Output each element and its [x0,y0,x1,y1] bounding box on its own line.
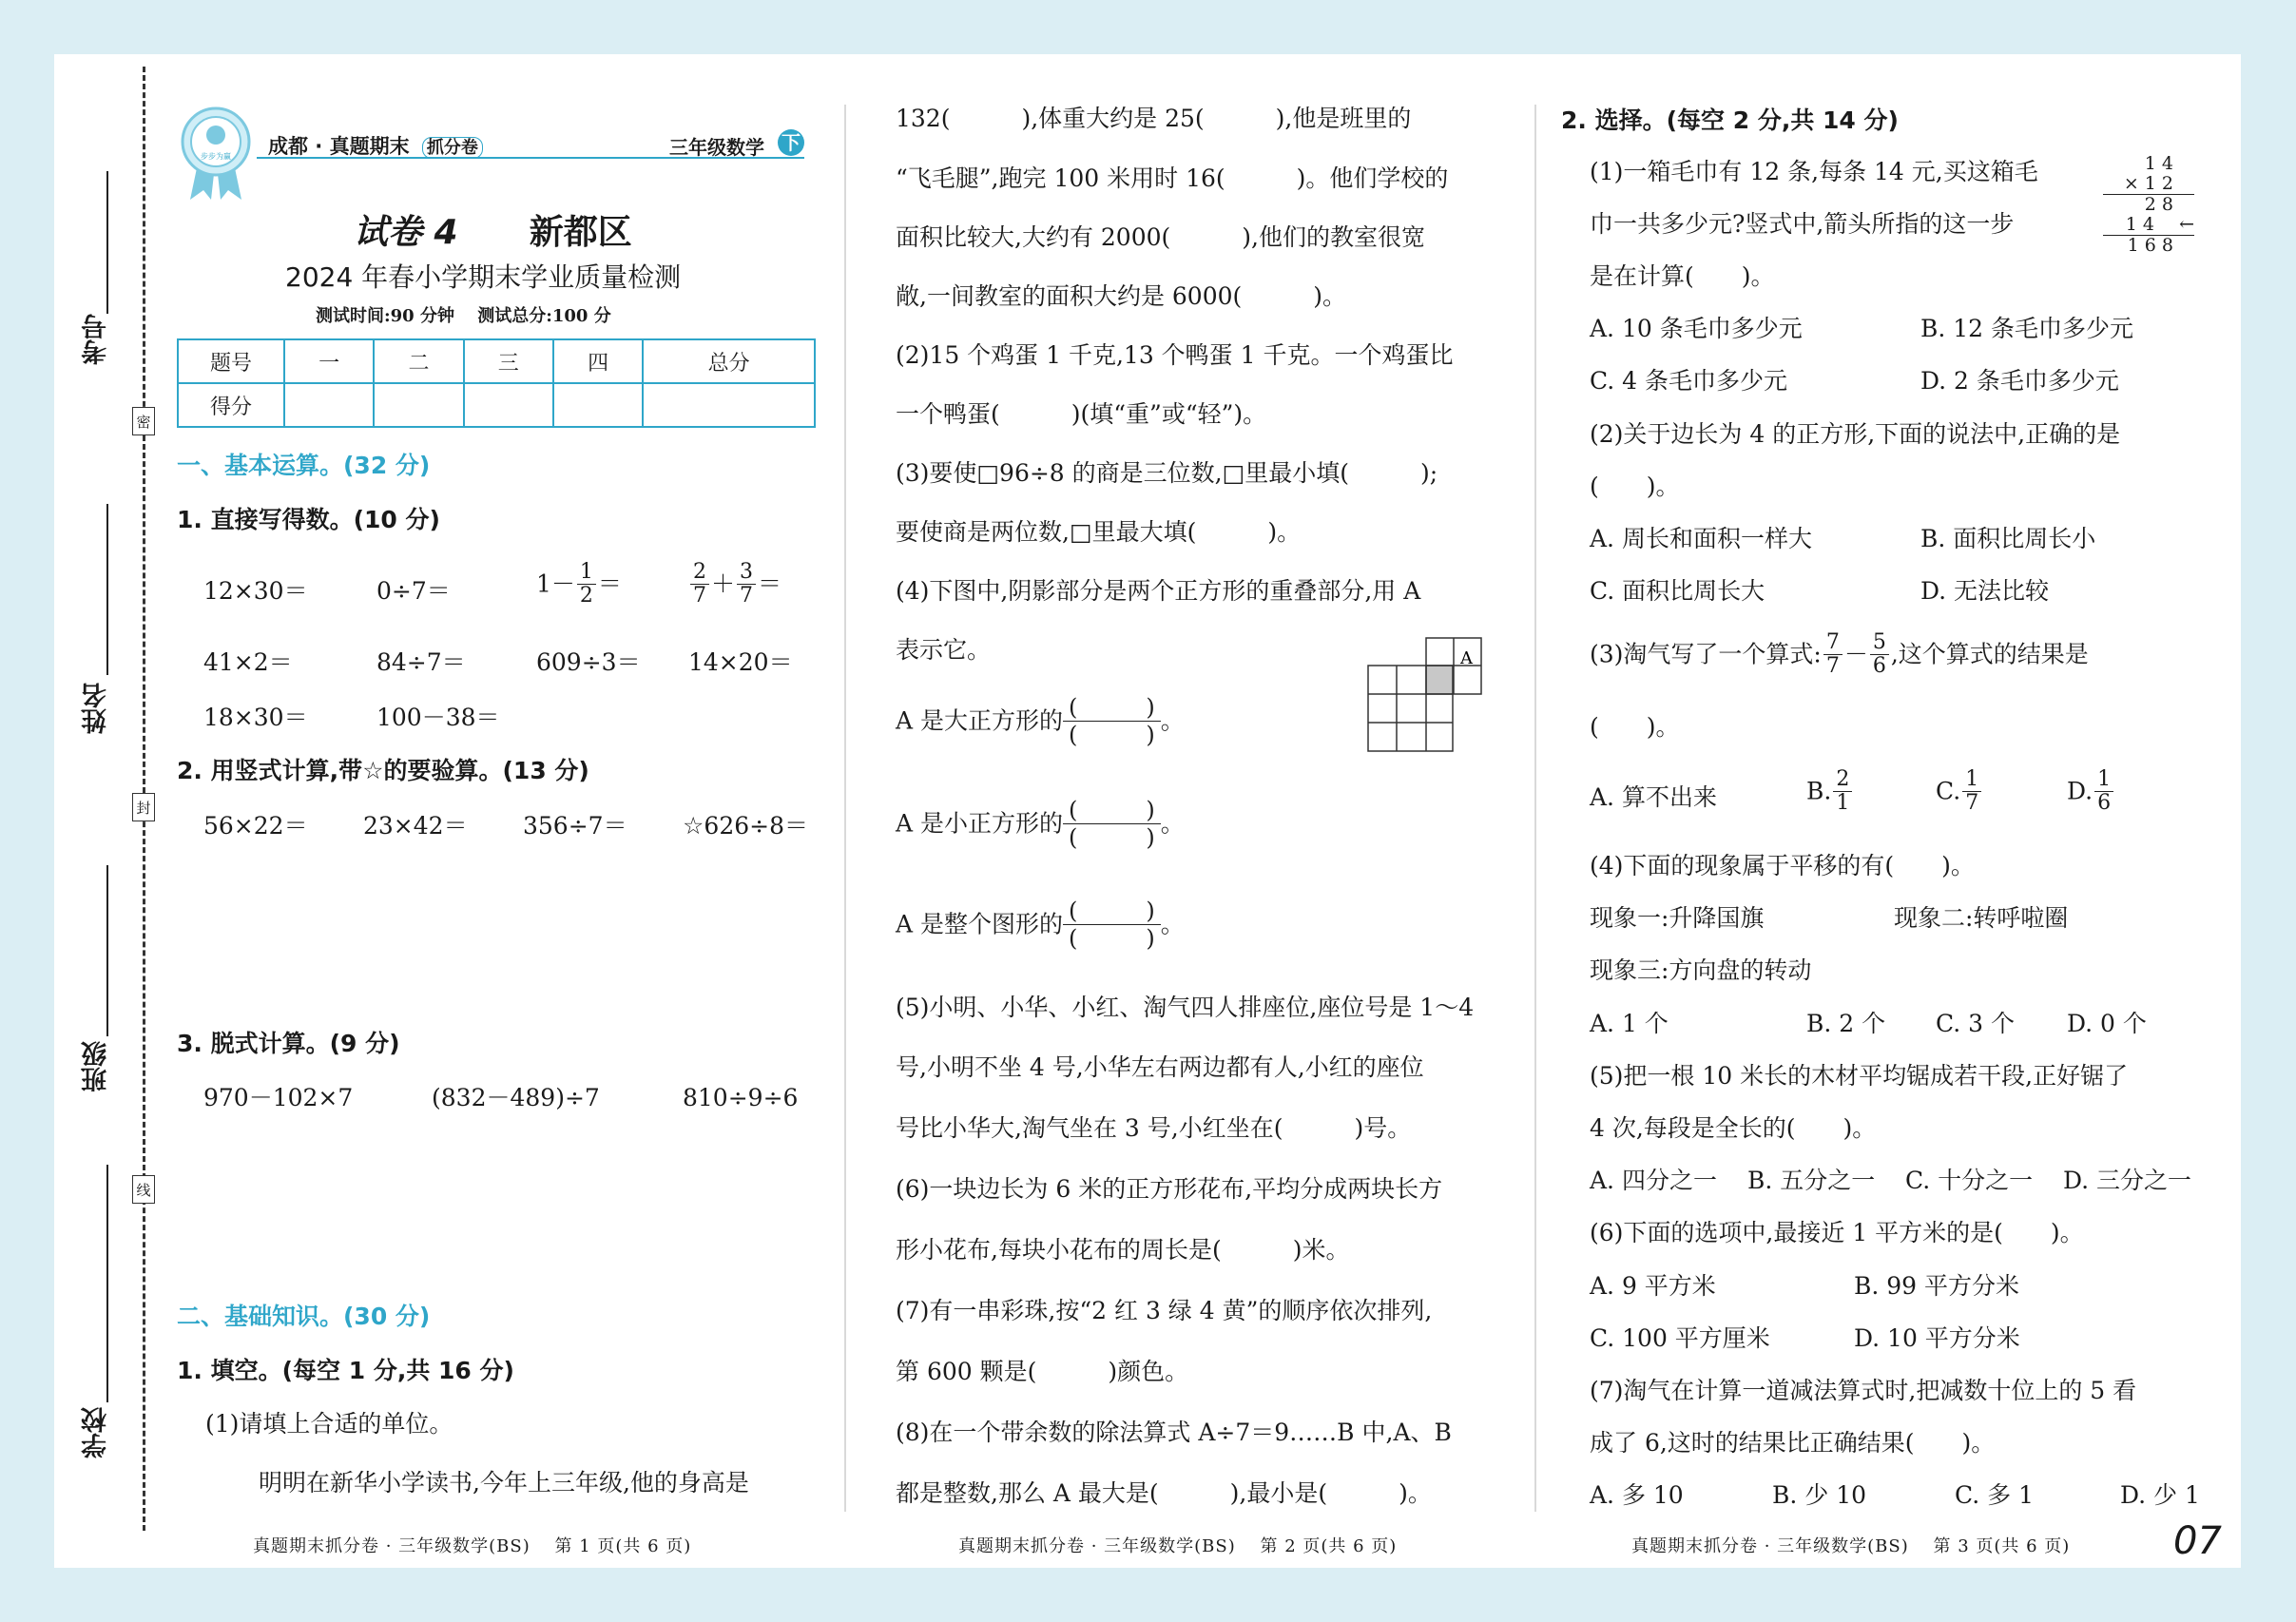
text-line: (5)把一根 10 米长的木材平均锯成若干段,正好锯了 [1590,1062,2129,1090]
text-line: (2)15 个鸡蛋 1 千克,13 个鸭蛋 1 千克。一个鸡蛋比 [896,341,1454,369]
calc-item: 56×22＝ [203,812,308,840]
school-line [106,1165,108,1402]
text-line: (6)一块边长为 6 米的正方形花布,平均分成两块长方 [896,1175,1443,1203]
text-line: 形小花布,每块小花布的周长是( )米。 [896,1236,1350,1264]
question-text: (3)淘气写了一个算式: [1590,640,1822,668]
school-label: 学校 [82,1407,111,1458]
calc-item: 970－102×7 [203,1084,354,1111]
question-text: ,这个算式的结果是 [1890,640,2089,668]
option: A. 周长和面积一样大 [1590,525,1812,552]
calc-item: 12×30＝ [203,577,308,605]
option: B. 12 条毛巾多少元 [1920,315,2134,342]
seal-feng: 封 [132,793,155,821]
question-2-1-1: (1)请填上合适的单位。 [205,1410,453,1438]
text-line: (7)淘气在计算一道减法算式时,把减数十位上的 5 看 [1590,1377,2137,1404]
calc-row: × 1 2 [2103,174,2194,195]
text-line: (8)在一个带余数的除法算式 A÷7＝9……B 中,A、B [896,1419,1452,1446]
fraction-prompt: A 是整个图形的 [896,910,1064,938]
fraction-question: A 是小正方形的 ( ) ( ) 。 [896,797,1185,851]
name-line [106,504,108,675]
region-label: A [1460,648,1473,668]
calc-item: 609÷3＝ [536,648,641,676]
option-fraction: C. $\frac{1}{7}$ [1936,768,1983,815]
calc-item: ☆626÷8＝ [683,812,808,840]
paper-number: 试卷 4 [354,213,458,252]
option: D. 无法比较 [1920,577,2050,605]
score-header: 一 [284,339,374,383]
option: B. 面积比周长小 [1920,525,2096,552]
fraction: $\frac{5}{6}$ [1870,631,1889,678]
option: D. 少 1 [2120,1481,2200,1509]
calc-text: ＝ [597,570,622,598]
calc-item: (832－489)÷7 [432,1084,600,1111]
option: C. 多 1 [1955,1481,2034,1509]
fraction-prompt: A 是大正方形的 [896,706,1064,735]
calc-item: 84÷7＝ [376,648,466,676]
section-2-heading: 二、基础知识。(30 分) [177,1303,431,1330]
text-line: 现象二:转呼啦圈 [1894,904,2069,932]
calc-item: 23×42＝ [363,812,468,840]
score-header: 题号 [178,339,284,383]
text-line: (4)下面的现象属于平移的有( )。 [1590,852,1975,879]
calc-item: 41×2＝ [203,648,293,676]
option: C. 100 平方厘米 [1590,1324,1770,1352]
text-line: (3)要使□96÷8 的商是三位数,□里最小填( ); [896,459,1438,487]
page-footer: 真题期末抓分卷 · 三年级数学(BS) 第 3 页(共 6 页) [1631,1536,2071,1556]
option: A. 9 平方米 [1590,1272,1716,1300]
fraction: $\frac{1}{7}$ [1962,768,1981,815]
calc-item-fraction [688,561,781,608]
option: D. 0 个 [2067,1010,2147,1037]
calc-item: 356÷7＝ [523,812,627,840]
class-line [106,865,108,1036]
fraction-blank[interactable]: ( ) ( ) [1063,898,1161,952]
exam-number-label: 考号 [82,314,111,365]
brand-tag: 抓分卷 [422,137,483,159]
question-1-2: 2. 用竖式计算,带☆的要验算。(13 分) [177,757,589,784]
option: D. 10 平方分米 [1854,1324,2020,1352]
calc-row: 1 4 [2144,153,2173,174]
text-line: ( )。 [1590,713,1680,741]
district: 新都区 [529,213,632,252]
vertical-multiplication [2103,154,2194,256]
text-line: (4)下图中,阴影部分是两个正方形的重叠部分,用 A [896,577,1421,605]
text-line: 成了 6,这时的结果比正确结果( )。 [1590,1429,1996,1457]
option: B. 五分之一 [1747,1167,1876,1194]
calc-row-arrowed: 1 4 ← [2103,215,2194,236]
fraction: $\frac{2}{7}$ [690,561,709,608]
calc-row: 2 8 [2144,194,2173,215]
text-line: 一个鸭蛋( )(填“重”或“轻”)。 [896,400,1267,428]
option: A. 四分之一 [1590,1167,1717,1194]
page-footer: 真题期末抓分卷 · 三年级数学(BS) 第 1 页(共 6 页) [253,1536,692,1556]
fraction: $\frac{1}{2}$ [577,561,596,608]
text-line: 敞,一间教室的面积大约是 6000( )。 [896,282,1347,310]
fraction: $\frac{7}{7}$ [1823,631,1843,678]
text-line: 4 次,每段是全长的( )。 [1590,1114,1877,1142]
text-line: 现象三:方向盘的转动 [1590,956,1812,984]
text-line: 第 600 颗是( )颜色。 [896,1358,1189,1385]
left-arrow-icon: ← [2179,214,2194,235]
text-line: (6)下面的选项中,最接近 1 平方米的是( )。 [1590,1219,2084,1246]
option: A. 10 条毛巾多少元 [1590,315,1803,342]
seal-xian: 线 [132,1175,155,1204]
score-header: 三 [464,339,553,383]
fraction-blank[interactable]: ( ) ( ) [1063,694,1161,748]
calc-row: 1 6 8 [2127,235,2173,256]
text-line: 号,小明不坐 4 号,小华左右两边都有人,小红的座位 [896,1053,1424,1081]
option: B. 99 平方分米 [1854,1272,2020,1300]
option: B. 少 10 [1772,1481,1867,1509]
calc-item-fraction [536,561,622,608]
score-header: 四 [553,339,643,383]
calc-text: 1－ [536,570,575,598]
column-divider [844,105,846,1512]
option: C. 十分之一 [1905,1167,2034,1194]
brand-text: 成都 · 真题期末 [268,135,410,158]
question-text: 明明在新华小学读书,今年上三年级,他的身高是 [259,1469,749,1496]
text-line: 是在计算( )。 [1590,262,1775,290]
option: A. 1 个 [1590,1010,1669,1037]
option: D. 2 条毛巾多少元 [1920,367,2119,395]
option: B. 2 个 [1806,1010,1886,1037]
option: D. 三分之一 [2063,1167,2192,1194]
column-1 [177,0,833,1622]
fraction-prompt: A 是小正方形的 [896,809,1064,838]
calc-text: ＋ [711,570,736,598]
page-footer: 真题期末抓分卷 · 三年级数学(BS) 第 2 页(共 6 页) [958,1536,1398,1556]
column-2 [896,0,1523,1622]
page-number: 07 [2173,1519,2222,1563]
option: C. 4 条毛巾多少元 [1590,367,1787,395]
name-label: 姓名 [82,683,111,734]
calc-item: 810÷9÷6 [683,1084,799,1111]
text-line: (2)关于边长为 4 的正方形,下面的说法中,正确的是 [1590,420,2121,448]
text-line: (7)有一串彩珠,按“2 红 3 绿 4 黄”的顺序依次排列, [896,1297,1433,1324]
fraction-question: A 是整个图形的 ( ) ( ) 。 [896,898,1185,952]
column-divider [1534,105,1536,1512]
fraction-question: (3)淘气写了一个算式: $\frac{7}{7}$ － $\frac{5}{6}$ ,这个算式的结果是 [1590,630,2089,678]
calc-item: 0÷7＝ [376,577,451,605]
question-1-1: 1. 直接写得数。(10 分) [177,506,440,533]
text-line: 巾一共多少元?竖式中,箭头所指的这一步 [1590,210,2015,238]
text-line: “飞毛腿”,跑完 100 米用时 16( )。他们学校的 [896,164,1449,192]
text-line: ( )。 [1590,473,1680,500]
overlapping-squares-figure [1367,637,1483,757]
question-2-2: 2. 选择。(每空 2 分,共 14 分) [1561,106,1899,134]
exam-info: 测试时间:90 分钟 测试总分:100 分 [316,306,611,326]
question-1-3: 3. 脱式计算。(9 分) [177,1030,400,1057]
calc-item: 18×30＝ [203,704,308,731]
text-line: 号比小华大,淘气坐在 3 号,小红坐在( )号。 [896,1114,1412,1142]
option: C. 面积比周长大 [1590,577,1765,605]
exam-number-line [106,171,108,314]
option-fraction: B. $\frac{2}{1}$ [1806,768,1854,815]
seal-mi: 密 [132,407,155,435]
volume-badge: 下 [778,129,804,156]
class-label: 班级 [82,1041,111,1092]
text-line: 表示它。 [896,636,992,664]
question-2-1: 1. 填空。(每空 1 分,共 16 分) [177,1357,514,1384]
text-line: 面积比较大,大约有 2000( ),他们的教室很宽 [896,223,1425,251]
text-line: 现象一:升降国旗 [1590,904,1765,932]
text-line: 要使商是两位数,□里最大填( )。 [896,518,1302,546]
option: C. 3 个 [1936,1010,2015,1037]
section-1-heading: 一、基本运算。(32 分) [177,452,431,479]
paper-subtitle: 2024 年春小学期末学业质量检测 [285,261,682,293]
text-line: (5)小明、小华、小红、淘气四人排座位,座位号是 1～4 [896,994,1475,1021]
text-line: (1)一箱毛巾有 12 条,每条 14 元,买这箱毛 [1590,158,2038,185]
calc-item: 100－38＝ [376,704,500,731]
text-line: 都是整数,那么 A 最大是( ),最小是( )。 [896,1479,1432,1507]
shaded-region-a [1426,666,1453,694]
squares-grid-svg [1367,637,1483,753]
option: A. 多 10 [1590,1481,1684,1509]
option-fraction: D. $\frac{1}{6}$ [2067,768,2115,815]
fraction: $\frac{1}{6}$ [2094,768,2113,815]
svg-text:步步为赢: 步步为赢 [201,152,231,161]
grade-label: 三年级数学 [669,136,764,159]
score-header: 二 [374,339,463,383]
score-row-label: 得分 [178,383,284,427]
text-line: 132( ),体重大约是 25( ),他是班里的 [896,105,1412,132]
fraction-question: A 是大正方形的 ( ) ( ) 。 [896,694,1185,748]
fraction-blank[interactable]: ( ) ( ) [1063,797,1161,851]
fraction: $\frac{3}{7}$ [737,561,756,608]
score-header: 总分 [643,339,815,383]
calc-text: ＝ [758,570,782,598]
calc-item: 14×20＝ [688,648,793,676]
option: A. 算不出来 [1590,783,1717,811]
fraction: $\frac{2}{1}$ [1833,768,1852,815]
